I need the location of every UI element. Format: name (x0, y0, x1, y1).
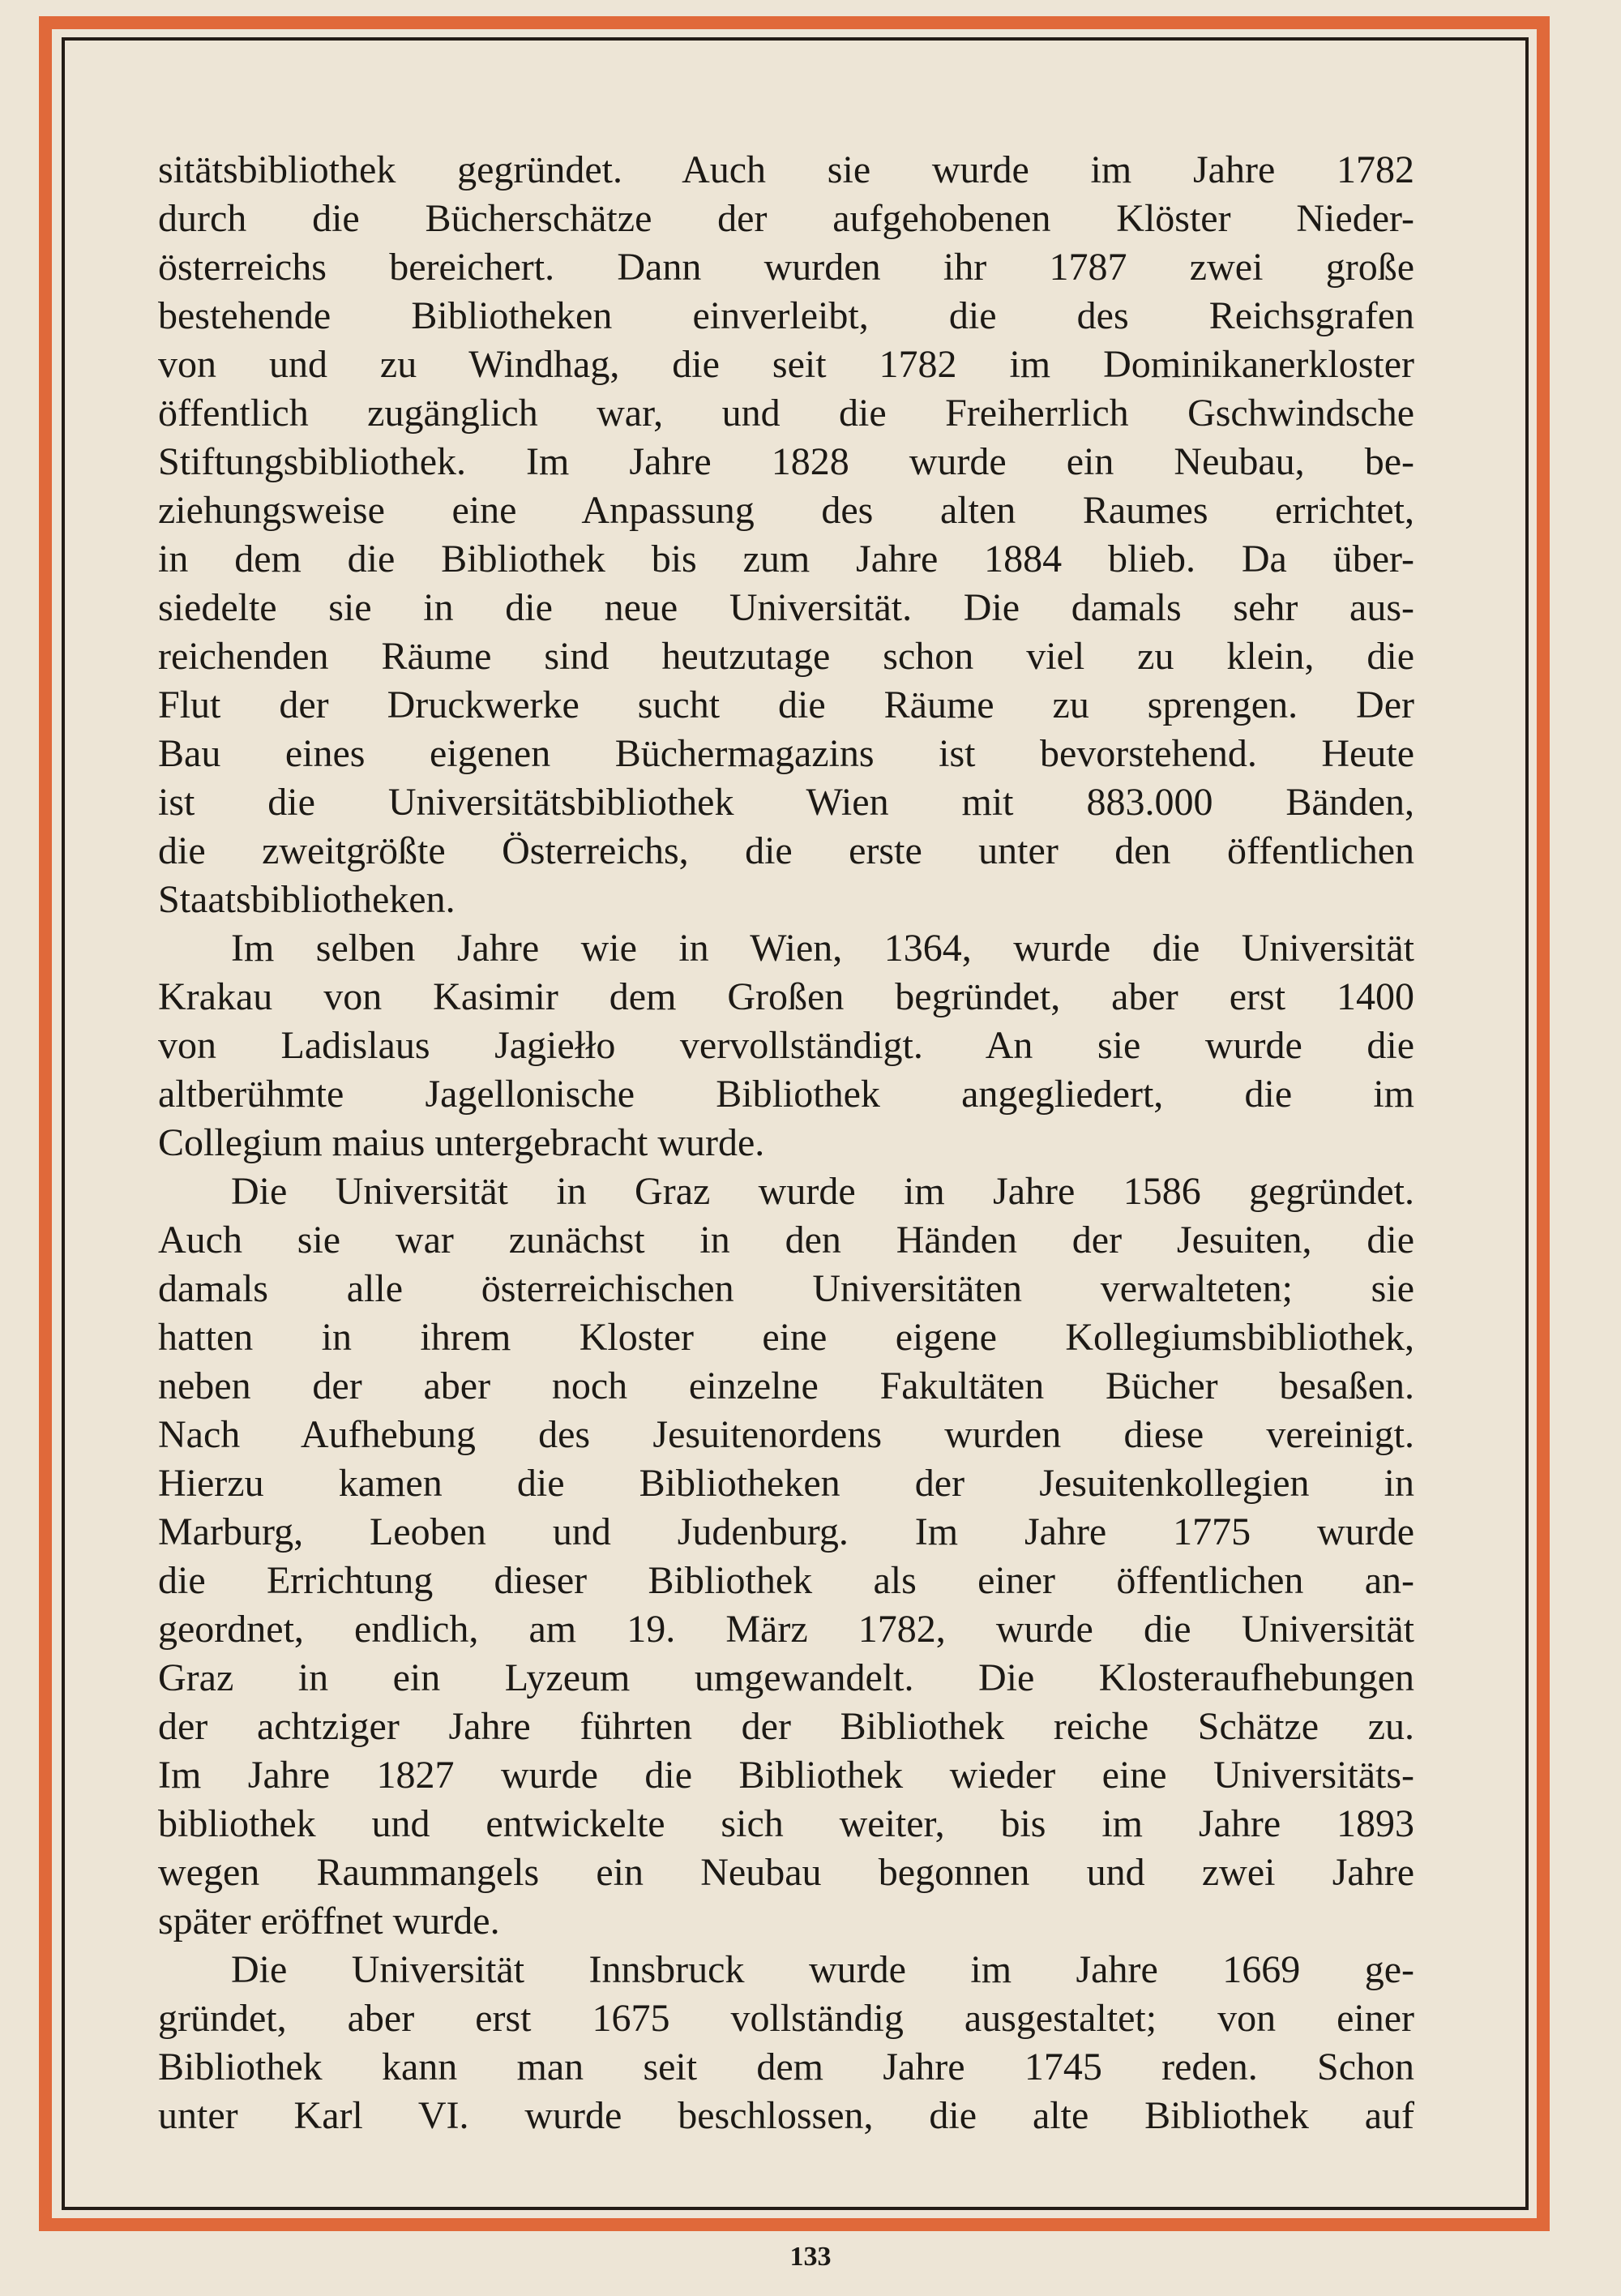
text-line: sitätsbibliothek gegründet. Auch sie wurde im Jahre 1782 (158, 148, 1414, 191)
text-line: Hierzu kamen die Bibliotheken der Jesuitenkollegien in (158, 1462, 1414, 1505)
text-line: die Errichtung dieser Bibliothek als einer öffentlichen an- (158, 1559, 1414, 1602)
text-line: ziehungsweise eine Anpassung des alten Raumes errichtet, (158, 489, 1414, 532)
text-line: von und zu Windhag, die seit 1782 im Dominikanerkloster (158, 343, 1414, 386)
paragraph-start-line: Die Universität in Graz wurde im Jahre 1586 gegründet. (231, 1170, 1414, 1213)
text-line: Krakau von Kasimir dem Großen begründet, aber erst 1400 (158, 975, 1414, 1018)
text-line: unter Karl VI. wurde beschlossen, die alte Bibliothek auf (158, 2094, 1414, 2137)
paragraph-start-line: Im selben Jahre wie in Wien, 1364, wurde die Universität (231, 927, 1414, 970)
text-line: Marburg, Leoben und Judenburg. Im Jahre 1775 wurde (158, 1510, 1414, 1553)
text-line: geordnet, endlich, am 19. März 1782, wurde die Universität (158, 1608, 1414, 1651)
text-line: bestehende Bibliotheken einverleibt, die des Reichsgrafen (158, 294, 1414, 337)
text-line: ist die Universitätsbibliothek Wien mit 883.000 Bänden, (158, 781, 1414, 824)
text-line: öffentlich zugänglich war, und die Freiherrlich Gschwindsche (158, 392, 1414, 435)
text-line: Bibliothek kann man seit dem Jahre 1745 reden. Schon (158, 2045, 1414, 2088)
text-line: reichenden Räume sind heutzutage schon viel zu klein, die (158, 635, 1414, 678)
body-text (158, 146, 1414, 2140)
text-line: Auch sie war zunächst in den Händen der Jesuiten, die (158, 1219, 1414, 1262)
text-line: österreichs bereichert. Dann wurden ihr 1787 zwei große (158, 246, 1414, 289)
paragraph-end-line: Collegium maius untergebracht wurde. (158, 1121, 765, 1164)
text-line: der achtziger Jahre führten der Bibliothek reiche Schätze zu. (158, 1705, 1414, 1748)
text-line: Nach Aufhebung des Jesuitenordens wurden diese vereinigt. (158, 1413, 1414, 1456)
paragraph-end-line: Staatsbibliotheken. (158, 878, 456, 921)
text-line: siedelte sie in die neue Universität. Die damals sehr aus- (158, 586, 1414, 629)
text-line: in dem die Bibliothek bis zum Jahre 1884 blieb. Da über- (158, 538, 1414, 580)
text-line: durch die Bücherschätze der aufgehobenen Klöster Nieder- (158, 197, 1414, 240)
text-line: bibliothek und entwickelte sich weiter, bis im Jahre 1893 (158, 1802, 1414, 1845)
text-line: Im Jahre 1827 wurde die Bibliothek wieder eine Universitäts- (158, 1754, 1414, 1797)
text-line: neben der aber noch einzelne Fakultäten Bücher besaßen. (158, 1364, 1414, 1407)
text-line: von Ladislaus Jagiełło vervollständigt. An sie wurde die (158, 1024, 1414, 1067)
text-line: damals alle österreichischen Universitäten verwalteten; sie (158, 1267, 1414, 1310)
text-line: Bau eines eigenen Büchermagazins ist bevorstehend. Heute (158, 732, 1414, 775)
text-line: hatten in ihrem Kloster eine eigene Kollegiumsbibliothek, (158, 1316, 1414, 1359)
paragraph-end-line: später eröffnet wurde. (158, 1900, 500, 1943)
text-line: gründet, aber erst 1675 vollständig ausgestaltet; von einer (158, 1997, 1414, 2040)
page-number: 133 (789, 2242, 832, 2272)
text-line: Graz in ein Lyzeum umgewandelt. Die Klosteraufhebungen (158, 1656, 1414, 1699)
paragraph-start-line: Die Universität Innsbruck wurde im Jahre 1669 ge- (231, 1948, 1414, 1991)
text-line: altberühmte Jagellonische Bibliothek angegliedert, die im (158, 1073, 1414, 1116)
text-line: die zweitgrößte Österreichs, die erste unter den öffentlichen (158, 829, 1414, 872)
text-line: Stiftungsbibliothek. Im Jahre 1828 wurde ein Neubau, be- (158, 440, 1414, 483)
text-line: wegen Raummangels ein Neubau begonnen und zwei Jahre (158, 1851, 1414, 1894)
text-line: Flut der Druckwerke sucht die Räume zu sprengen. Der (158, 683, 1414, 726)
